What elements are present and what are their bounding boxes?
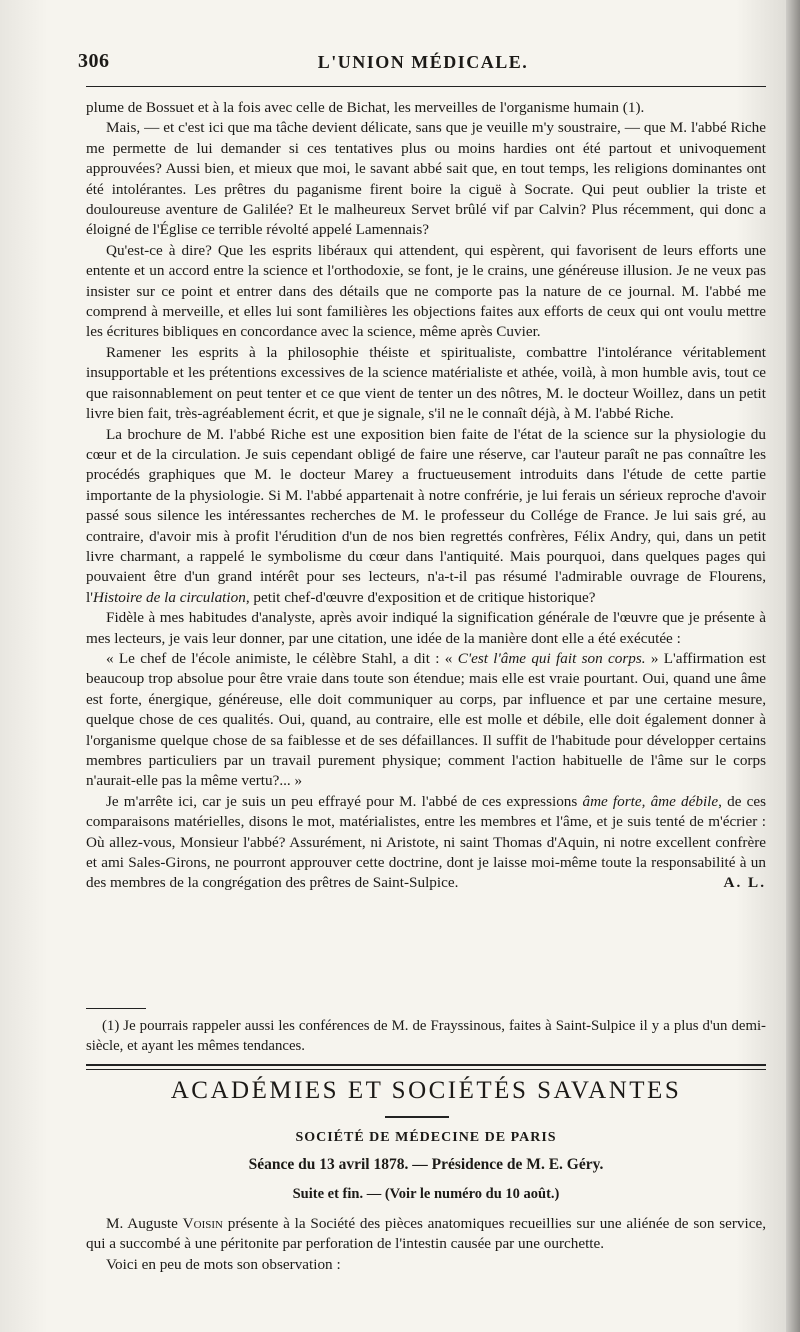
report-body	[86, 1214, 766, 1275]
article-paragraph	[86, 425, 766, 609]
text-run: , de ces comparaisons matérielles, disons le mot, matérialistes, entre les membres et l'âme, et je suis tenté de m'écrier : Où allez-vous, Monsieur l'abbé? Assurément, ni Aristote, ni saint Thomas d'Aquin, ni notre excellent confrère et ami Sales-Girons, ne pourront approuver cette doctrine, dont je laisse moi-même toute la responsabilité à un des membres de la congrégation des prêtres de Saint-Sulpice.	[86, 792, 767, 892]
article-paragraph: plume de Bossuet et à la fois avec celle de Bichat, les merveilles de l'organisme humain (1).	[86, 99, 645, 116]
author-name: Voisin	[182, 1215, 223, 1232]
report-paragraph	[86, 1214, 766, 1255]
continuation-note: Suite et fin. — (Voir le numéro du 10 août.)	[292, 1186, 560, 1202]
session-line: Séance du 13 avril 1878. — Présidence de M. E. Géry.	[248, 1156, 604, 1173]
footnote	[86, 1016, 766, 1057]
text-run: » L'affirmation est beaucoup trop absolue pour être vraie dans toute son étendue; mais elle est vraie pourtant. Oui, quand une âme est forte, énergique, généreuse, elle doit communiquer au corps, par influence et par une certaine mesure, quelque chose de ces qualités. Oui, quand, au contraire, elle est molle et débile, elle doit également donner à l'organisme quelque chose de sa faiblesse et de ses défaillances. Il suffit de l'habitude pour développer certains membres particuliers par un travail purement physique; comment l'action habituelle de l'âme sur le corps n'aurait-elle pas la même vertu?... »	[86, 649, 766, 790]
text-run: La brochure de M. l'abbé Riche est une exposition bien faite de l'état de la science sur la physiologie du cœur et de la circulation. Je suis cependant obligé de faire une réserve, car l'auteur paraît ne pas connaître les procédés graphiques que M. le docteur Marey a fructueusement introduits dans l'étude de cette partie importante de la physiologie. Si M. l'abbé appartenait à notre confrérie, je lui ferais un sérieux reproche d'avoir passé sous silence les intéressantes recherches de M. le professeur du Collége de France. Je lui sais gré, au contraire, d'avoir mis à profit l'érudition d'un de nos bien regrettés confrères, Félix Andry, qui, dans un petit livre charmant, a rappelé le symbolisme du cœur dans l'antiquité. Mais pourquoi, dans quelques pages qui pouvaient être d'un grand intérêt pour ses lecteurs, n'a-t-il pas résumé l'admirable ouvrage de Flourens, l'	[86, 425, 766, 606]
page-edge-shadow	[786, 0, 800, 1332]
section-rule-top	[86, 1064, 766, 1066]
article-paragraph	[86, 792, 766, 894]
page-header	[78, 50, 768, 80]
heading-short-rule	[385, 1116, 449, 1118]
text-run: Je m'arrête ici, car je suis un peu effrayé pour M. l'abbé de ces expressions	[106, 792, 583, 810]
page-number: 306	[78, 50, 110, 72]
running-title: L'UNION MÉDICALE.	[317, 52, 529, 72]
section-heading: ACADÉMIES ET SOCIÉTÉS SAVANTES	[170, 1077, 682, 1104]
book-title: Histoire de la circulation	[92, 588, 246, 606]
article-paragraph: Fidèle à mes habitudes d'analyste, après avoir indiqué la signification générale de l'œuvre que je présente à mes lecteurs, je vais leur donner, par une citation, une idée de la manière dont elle a été exécutée :	[86, 609, 766, 647]
author-signature: A. L.	[723, 874, 766, 892]
text-run: M. Auguste	[106, 1215, 183, 1232]
header-rule	[86, 86, 766, 87]
article-paragraph: Ramener les esprits à la philosophie théiste et spiritualiste, combattre l'intolérance véritablement insupportable et les prétentions excessives de la science matérialiste et athée, voilà, à mon humble avis, tout ce que raisonnablement on peut tenter et ce que vient de tenter un des nôtres, M. le docteur Woillez, dans un petit livre bien fait, très-agréablement écrit, et que je signale, s'il ne le connaît déjà, à M. l'abbé Riche.	[86, 343, 766, 423]
text-run: présente à la Société des pièces anatomiques recueillies sur une aliénée de son service, qui a succombé à une péritonite par perforation de l'intestin causée par une ourchette.	[86, 1215, 766, 1253]
footnote-separator	[86, 1008, 146, 1009]
text-run: , petit chef-d'œuvre d'exposition et de critique historique?	[245, 588, 596, 606]
report-paragraph: Voici en peu de mots son observation :	[106, 1255, 341, 1273]
footnote-text: (1) Je pourrais rappeler aussi les conférences de M. de Frayssinous, faites à Saint-Sulpice il y a plus d'un demi-siècle, et ayant les mêmes tendances.	[86, 1018, 766, 1055]
quotation-italic: C'est l'âme qui fait son corps.	[457, 649, 646, 667]
article-body	[86, 98, 766, 894]
society-name: SOCIÉTÉ DE MÉDECINE DE PARIS	[295, 1130, 557, 1145]
section-rule-bottom	[86, 1069, 766, 1070]
article-paragraph: Qu'est-ce à dire? Que les esprits libéraux qui attendent, qui espèrent, qui favorisent de leurs efforts une entente et un accord entre la science et l'orthodoxie, se font, je le crains, une généreuse illusion. Je ne veux pas insister sur ce point et entrer dans des détails que ne comporte pas la nature de ce journal. M. l'abbé me comprend à merveille, et elles lui sont familières les objections faites aux efforts de ceux qui ont voulu mettre les écritures bibliques en concordance avec la science, même après Cuvier.	[86, 241, 766, 341]
text-run: « Le chef de l'école animiste, le célèbre Stahl, a dit : «	[106, 649, 458, 667]
quoted-paragraph	[86, 649, 766, 792]
article-paragraph: Mais, — et c'est ici que ma tâche devient délicate, sans que je veuille m'y soustraire, — que M. l'abbé Riche me permette de lui demander si ces tentatives plus ou moins hardies ont été partout et univoquement approuvées? Aussi bien, et mieux que moi, le savant abbé sait que, en tout temps, les religions dominantes ont été intolérantes. Les prêtres du paganisme firent boire la ciguë à Socrate. Qui peut oublier la triste et douloureuse aventure de Galilée? Et le malheureux Servet brûlé vif par Calvin? Plus récemment, qui donc a éloigné de l'Église ce terrible révolté appelé Lamennais?	[86, 119, 766, 239]
emphasis-italic: âme forte, âme débile	[582, 792, 719, 810]
